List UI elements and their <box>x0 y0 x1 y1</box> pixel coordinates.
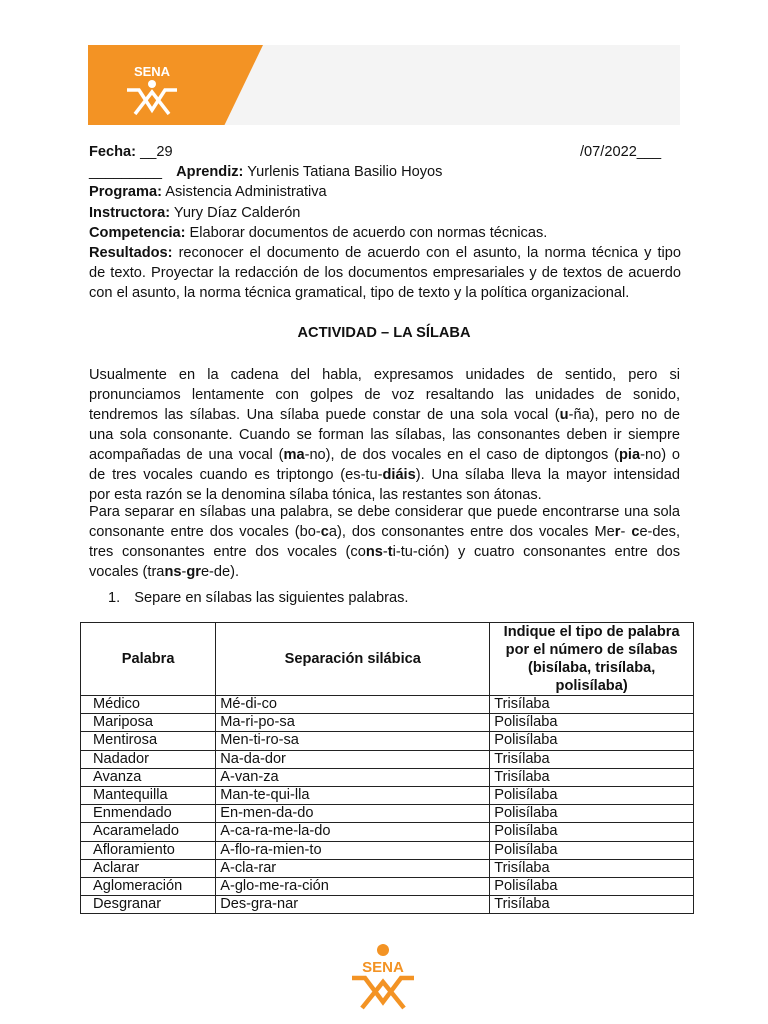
p2-l2-bold-2: r <box>614 524 621 540</box>
cell-palabra: Avanza <box>81 768 216 786</box>
p2-l4-bold-2: gr <box>186 564 201 580</box>
p1-line-3 <box>89 405 680 425</box>
p1-line-6 <box>89 465 680 485</box>
cell-palabra: Acaramelado <box>81 823 216 841</box>
p2-l4-c: - <box>181 564 187 580</box>
paragraph-1 <box>89 365 680 505</box>
cell-separacion: A-flo-ra-mien-to <box>216 841 490 859</box>
cell-tipo: Trisílaba <box>490 859 694 877</box>
resultados-block <box>89 243 681 303</box>
cell-palabra: Médico <box>81 696 216 714</box>
aprendiz-value: Yurlenis Tatiana Basilio Hoyos <box>243 164 443 180</box>
header-palabra: Palabra <box>81 623 216 696</box>
p2-l4-bold-1: ns <box>164 564 182 580</box>
cell-tipo: Trisílaba <box>490 696 694 714</box>
table-row <box>81 714 694 732</box>
fecha-month-year: /07/2022___ <box>580 144 662 160</box>
p2-l3-e: i-tu-ción) y cuatro consonantes entre dos <box>392 544 680 560</box>
cell-palabra: Nadador <box>81 750 216 768</box>
p1-line-7: por esta razón se la denomina sílaba tónica, las restantes son átonas. <box>89 487 542 503</box>
table-row <box>81 805 694 823</box>
p2-l2-c: a), dos consonantes entre dos vocales Me <box>328 524 615 540</box>
p2-l2-e: - <box>620 524 632 540</box>
p1-line-4: una sola consonante. Cuando se forman las sílabas, las consonantes deben ir siempre <box>89 427 680 443</box>
cell-tipo: Polisílaba <box>490 786 694 804</box>
aprendiz-line <box>89 162 442 182</box>
p1-line-2: pronunciamos lentamente con golpes de voz resaltando las unidades de sonido, <box>89 387 680 403</box>
table-row <box>81 859 694 877</box>
cell-separacion: Des-gra-nar <box>216 896 490 914</box>
cell-separacion: Ma-ri-po-sa <box>216 714 490 732</box>
p2-l2-bold-3: c <box>631 524 640 540</box>
sena-footer-logo-text: SENA <box>362 959 404 976</box>
syllable-table <box>80 622 694 914</box>
resultados-line-3: con el asunto, la norma técnica gramatical, tipo de texto y la política organizacional. <box>89 285 630 301</box>
fecha-day: __29 <box>136 144 173 160</box>
p1-l6-c: ). Una sílaba lleva la mayor intensidad <box>415 467 680 483</box>
table-row <box>81 768 694 786</box>
list-number: 1. <box>108 590 121 606</box>
p2-line-3 <box>89 542 680 562</box>
paragraph-2 <box>89 502 680 582</box>
p1-l6-bold: diáis <box>382 467 416 483</box>
p1-l5-bold-2: pia <box>619 447 641 463</box>
table-header-row <box>81 623 694 696</box>
p2-line-4 <box>89 562 680 582</box>
cell-separacion: A-cla-rar <box>216 859 490 877</box>
cell-tipo: Polisílaba <box>490 714 694 732</box>
cell-tipo: Polisílaba <box>490 732 694 750</box>
cell-palabra: Aglomeración <box>81 877 216 895</box>
p1-l3-a: tendremos las sílabas. Una sílaba puede constar de una sola vocal ( <box>89 407 560 423</box>
cell-palabra: Enmendado <box>81 805 216 823</box>
table-row <box>81 877 694 895</box>
cell-tipo: Polisílaba <box>490 841 694 859</box>
sena-logo-text: SENA <box>133 64 171 79</box>
p2-l2-bold-1: c <box>320 524 329 540</box>
competencia-label: Competencia: <box>89 225 186 241</box>
cell-separacion: Na-da-dor <box>216 750 490 768</box>
table-row <box>81 786 694 804</box>
resultados-line-2: de texto. Proyectar la redacción de los documentos empresariales y de textos de acuerdo <box>89 265 681 281</box>
resultados-label: Resultados: <box>89 245 173 261</box>
cell-tipo: Trisílaba <box>490 768 694 786</box>
p2-l2-g: e-des, <box>639 524 680 540</box>
cell-separacion: En-men-da-do <box>216 805 490 823</box>
cell-palabra: Mentirosa <box>81 732 216 750</box>
programa-line <box>89 182 327 202</box>
p2-line-2 <box>89 522 680 542</box>
instructora-line <box>89 203 300 223</box>
p1-l5-bold-1: ma <box>283 447 305 463</box>
activity-title: ACTIVIDAD – LA SÍLABA <box>297 325 471 341</box>
cell-tipo: Trisílaba <box>490 896 694 914</box>
sena-logo-icon <box>121 62 183 118</box>
instructora-label: Instructora: <box>89 205 171 221</box>
fecha-label: Fecha: <box>89 144 137 160</box>
cell-palabra: Afloramiento <box>81 841 216 859</box>
cell-separacion: Mé-di-co <box>216 696 490 714</box>
p1-l3-c: -ña), pero no de <box>568 407 680 423</box>
p1-l5-a: acompañadas de una vocal ( <box>89 447 284 463</box>
p1-line-5 <box>89 445 680 465</box>
table-row <box>81 696 694 714</box>
cell-separacion: A-ca-ra-me-la-do <box>216 823 490 841</box>
p1-l5-c: -no), de dos vocales en el caso de diptongos ( <box>304 447 620 463</box>
table-row <box>81 823 694 841</box>
programa-value: Asistencia Administrativa <box>162 184 327 200</box>
programa-label: Programa: <box>89 184 162 200</box>
table-row <box>81 750 694 768</box>
p2-l4-e: e-de). <box>200 564 240 580</box>
resultados-text-1: reconocer el documento de acuerdo con el asunto, la norma técnica y tipo <box>172 245 681 261</box>
p2-line-1: Para separar en sílabas una palabra, se debe considerar que puede encontrarse una sola <box>89 504 680 520</box>
cell-tipo: Polisílaba <box>490 877 694 895</box>
cell-separacion: Men-ti-ro-sa <box>216 732 490 750</box>
competencia-value: Elaborar documentos de acuerdo con normas técnicas. <box>185 225 548 241</box>
p1-l6-a: de tres vocales cuando es triptongo (es-tu- <box>89 467 383 483</box>
cell-palabra: Mantequilla <box>81 786 216 804</box>
cell-tipo: Polisílaba <box>490 823 694 841</box>
aprendiz-prefix: _________ <box>89 164 163 180</box>
header-tipo: Indique el tipo de palabra por el número de sílabas (bisílaba, trisílaba, polisílaba) <box>490 623 694 696</box>
cell-tipo: Trisílaba <box>490 750 694 768</box>
list-item <box>108 590 408 606</box>
instructora-value: Yury Díaz Calderón <box>170 205 301 221</box>
p1-l3-bold: u <box>559 407 569 423</box>
cell-separacion: A-glo-me-ra-ción <box>216 877 490 895</box>
p2-l3-bold-1: ns <box>365 544 383 560</box>
cell-palabra: Aclarar <box>81 859 216 877</box>
cell-separacion: A-van-za <box>216 768 490 786</box>
cell-palabra: Desgranar <box>81 896 216 914</box>
p2-l3-a: tres consonantes entre dos vocales (co <box>89 544 366 560</box>
list-text: Separe en sílabas las siguientes palabras. <box>134 590 409 606</box>
p2-l3-bold-2: t <box>387 544 393 560</box>
resultados-line-1 <box>89 243 681 263</box>
table-row <box>81 841 694 859</box>
p2-l3-c: - <box>382 544 388 560</box>
sena-footer-logo-icon <box>348 942 418 1010</box>
table-row <box>81 732 694 750</box>
competencia-line <box>89 223 547 243</box>
table-row <box>81 896 694 914</box>
cell-tipo: Polisílaba <box>490 805 694 823</box>
cell-palabra: Mariposa <box>81 714 216 732</box>
p2-l2-a: consonante entre dos vocales (bo- <box>89 524 321 540</box>
table-body <box>81 696 694 914</box>
p1-l5-e: -no) o <box>640 447 680 463</box>
aprendiz-label: Aprendiz: <box>176 164 244 180</box>
header-separacion: Separación silábica <box>216 623 490 696</box>
p2-l4-a: vocales (tra <box>89 564 165 580</box>
fecha-line <box>89 142 173 162</box>
cell-separacion: Man-te-qui-lla <box>216 786 490 804</box>
p1-line-1: Usualmente en la cadena del habla, expresamos unidades de sentido, pero si <box>89 367 680 383</box>
